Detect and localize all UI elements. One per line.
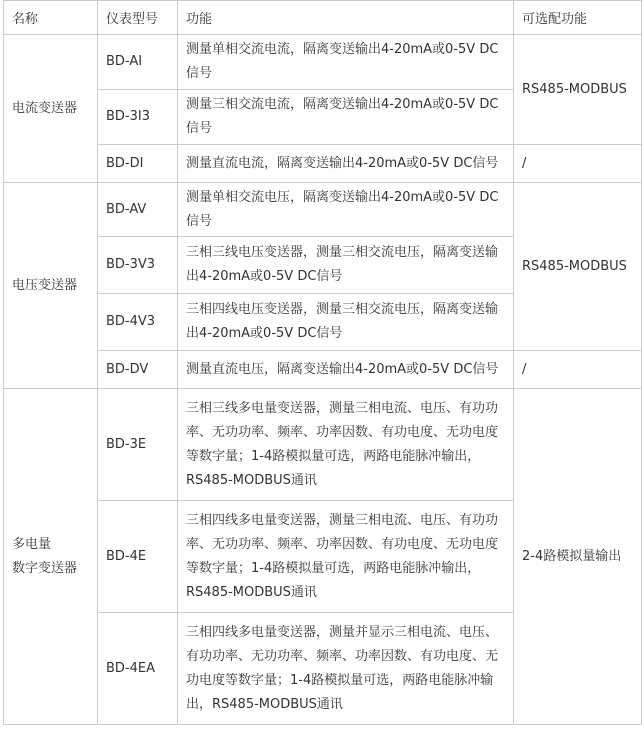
model-cell: BD-3V3: [98, 237, 178, 294]
function-cell: 三相四线多电量变送器，测量并显示三相电流、电压、有功功率、无功功率、频率、功率因数、有功电度、无功电度等数字量；1-4路模拟量可选，两路电能脉冲输出，RS485-MODBUS通讯: [178, 613, 514, 725]
model-cell: BD-4EA: [98, 613, 178, 725]
model-cell: BD-3E: [98, 389, 178, 501]
function-cell: 三相四线电压变送器，测量三相交流电压，隔离变送输出4-20mA或0-5V DC信号: [178, 294, 514, 351]
function-cell: 测量单相交流电压，隔离变送输出4-20mA或0-5V DC信号: [178, 183, 514, 237]
function-cell: 测量单相交流电流，隔离变送输出4-20mA或0-5V DC信号: [178, 35, 514, 90]
option-cell: RS485-MODBUS: [514, 183, 642, 351]
function-cell: 测量直流电流，隔离变送输出4-20mA或0-5V DC信号: [178, 145, 514, 183]
table-row: [4, 145, 642, 183]
header-name: 名称: [4, 1, 98, 35]
header-model: 仪表型号: [98, 1, 178, 35]
model-cell: BD-AV: [98, 183, 178, 237]
option-cell: RS485-MODBUS: [514, 35, 642, 145]
model-cell: BD-4V3: [98, 294, 178, 351]
header-options: 可选配功能: [514, 1, 642, 35]
header-function: 功能: [178, 1, 514, 35]
model-cell: BD-4E: [98, 501, 178, 613]
option-cell: /: [514, 351, 642, 389]
header-row: [4, 1, 642, 35]
table-row: [4, 351, 642, 389]
function-cell: 三相三线多电量变送器，测量三相电流、电压、有功功率、无功功率、频率、功率因数、有功电度、无功电度等数字量；1-4路模拟量可选，两路电能脉冲输出，RS485-MODBUS通讯: [178, 389, 514, 501]
model-cell: BD-3I3: [98, 90, 178, 145]
option-cell: /: [514, 145, 642, 183]
group-name-line: 多电量: [12, 536, 52, 552]
option-cell: 2-4路模拟量输出: [514, 389, 642, 725]
group-name-line: 数字变送器: [12, 560, 78, 576]
function-cell: 测量直流电压，隔离变送输出4-20mA或0-5V DC信号: [178, 351, 514, 389]
function-cell: 三相四线多电量变送器，测量三相电流、电压、有功功率、无功功率、频率、功率因数、有功电度、无功电度等数字量；1-4路模拟量可选，两路电能脉冲输出，RS485-MODBUS通讯: [178, 501, 514, 613]
model-cell: BD-DI: [98, 145, 178, 183]
model-cell: BD-AI: [98, 35, 178, 90]
model-cell: BD-DV: [98, 351, 178, 389]
function-cell: 测量三相交流电流，隔离变送输出4-20mA或0-5V DC信号: [178, 90, 514, 145]
group-name-voltage: 电压变送器: [4, 183, 98, 389]
function-cell: 三相三线电压变送器，测量三相交流电压，隔离变送输出4-20mA或0-5V DC信号: [178, 237, 514, 294]
spec-table: [3, 0, 642, 725]
table-row: [4, 183, 642, 237]
table-row: [4, 389, 642, 501]
group-name-current: 电流变送器: [4, 35, 98, 183]
group-name-multi: [4, 389, 98, 725]
table-row: [4, 35, 642, 90]
